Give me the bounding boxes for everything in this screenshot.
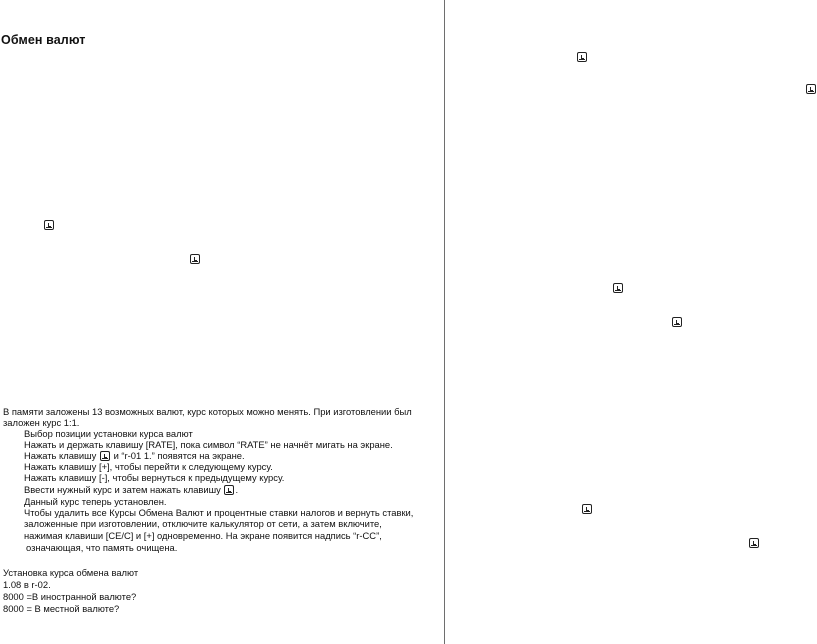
enter-key-icon [613,283,623,293]
step-text: нажимая клавиши [CE/C] и [+] одновременно. На экране появится надпись “r-CC”, [24,530,382,541]
column-divider [444,0,445,644]
enter-key-icon [100,451,110,461]
step-text: заложенные при изготовлении, отключите калькулятор от сети, а затем включите, [24,518,382,529]
page-title: Обмен валют [1,33,86,47]
enter-key-icon [749,538,759,548]
example-line: 8000 = В местной валюте? [3,603,120,614]
intro-line: заложен курс 1:1. [3,417,80,428]
step-text-part: . [235,484,239,495]
step-text-part: и “r-01 1.” появятся на экране. [113,450,245,461]
step-text [24,484,238,495]
enter-key-icon [224,485,234,495]
step-text [24,450,245,461]
step-text: Нажать клавишу [-], чтобы вернуться к предыдущему курсу. [24,472,285,483]
enter-key-icon [582,504,592,514]
step-text: Нажать и держать клавишу [RATE], пока символ “RATE” не начнёт мигать на экране. [24,439,393,450]
example-line: 8000 =В иностранной валюте? [3,591,137,602]
enter-key-icon [190,254,200,264]
enter-key-icon [806,84,816,94]
enter-key-icon [44,220,54,230]
intro-line: В памяти заложены 13 возможных валют, курс которых можно менять. При изготовлении был [3,406,412,417]
step-text-part: Ввести нужный курс и затем нажать клавишу [24,484,221,495]
example-line: 1.08 в r-02. [3,579,51,590]
enter-key-icon [672,317,682,327]
step-text: Нажать клавишу [+], чтобы перейти к следующему курсу. [24,461,273,472]
step-text: Данный курс теперь установлен. [24,496,167,507]
step-text-part: Нажать клавишу [24,450,97,461]
step-text: означающая, что память очищена. [26,542,178,553]
example-heading: Установка курса обмена валют [3,567,139,578]
step-text: Чтобы удалить все Курсы Обмена Валют и процентные ставки налогов и вернуть ставки, [24,507,414,518]
step-text: Выбор позиции установки курса валют [24,428,193,439]
enter-key-icon [577,52,587,62]
